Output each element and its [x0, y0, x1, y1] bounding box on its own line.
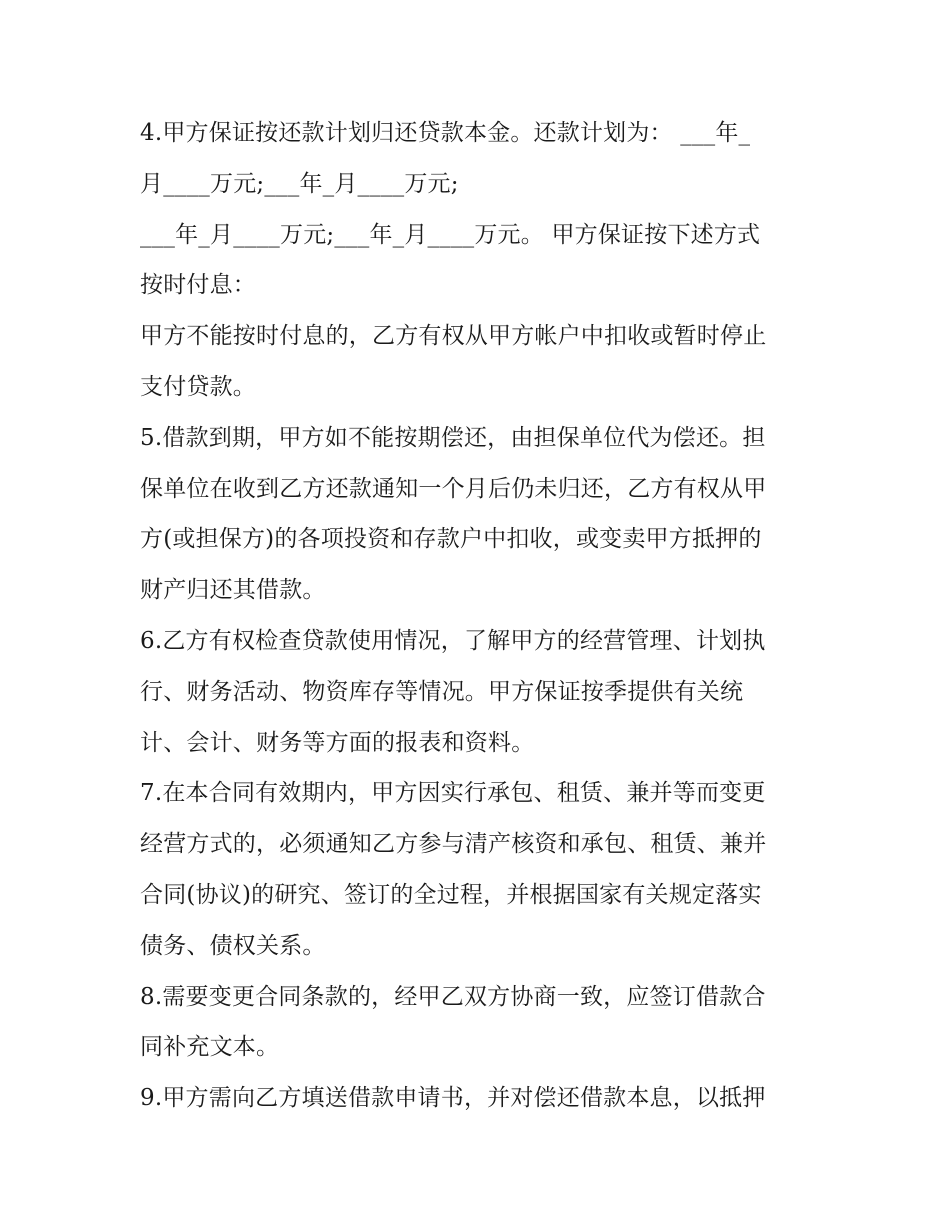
text-line: 8.需要变更合同条款的，经甲乙双方协商一致，应签订借款合 — [140, 983, 766, 1010]
text-line: 方(或担保方)的各项投资和存款户中扣收，或变卖甲方抵押的 — [140, 526, 762, 553]
text-line: 计、会计、财务等方面的报表和资料。 — [140, 729, 535, 756]
text-line: 甲方不能按时付息的，乙方有权从甲方帐户中扣收或暂时停止 — [140, 323, 767, 350]
text-line: 月____万元;___年_月____万元; — [140, 170, 459, 197]
text-line: 保单位在收到乙方还款通知一个月后仍未归还，乙方有权从甲 — [140, 475, 767, 502]
text-line: ___年_月____万元;___年_月____万元。 甲方保证按下述方式 — [140, 221, 761, 248]
text-line: 债务、债权关系。 — [140, 932, 326, 959]
text-line: 4.甲方保证按还款计划归还贷款本金。还款计划为： ___年_ — [140, 120, 751, 146]
text-line: 合同(协议)的研究、签订的全过程，并根据国家有关规定落实 — [140, 881, 762, 908]
text-line: 财产归还其借款。 — [140, 577, 326, 604]
document-body — [140, 108, 820, 1124]
text-line: 7.在本合同有效期内，甲方因实行承包、租赁、兼并等而变更 — [140, 780, 766, 807]
text-line: 同补充文本。 — [140, 1034, 280, 1061]
text-line: 经营方式的，必须通知乙方参与清产核资和承包、租赁、兼并 — [140, 831, 767, 858]
text-line: 5.借款到期，甲方如不能按期偿还，由担保单位代为偿还。担 — [140, 424, 766, 451]
text-line: 6.乙方有权检查贷款使用情况，了解甲方的经营管理、计划执 — [140, 627, 766, 654]
text-line: 行、财务活动、物资库存等情况。甲方保证按季提供有关统 — [140, 678, 744, 705]
text-line: 9.甲方需向乙方填送借款申请书，并对偿还借款本息，以抵押 — [140, 1085, 766, 1112]
text-line: 支付贷款。 — [140, 373, 256, 400]
text-line: 按时付息： — [140, 272, 256, 299]
